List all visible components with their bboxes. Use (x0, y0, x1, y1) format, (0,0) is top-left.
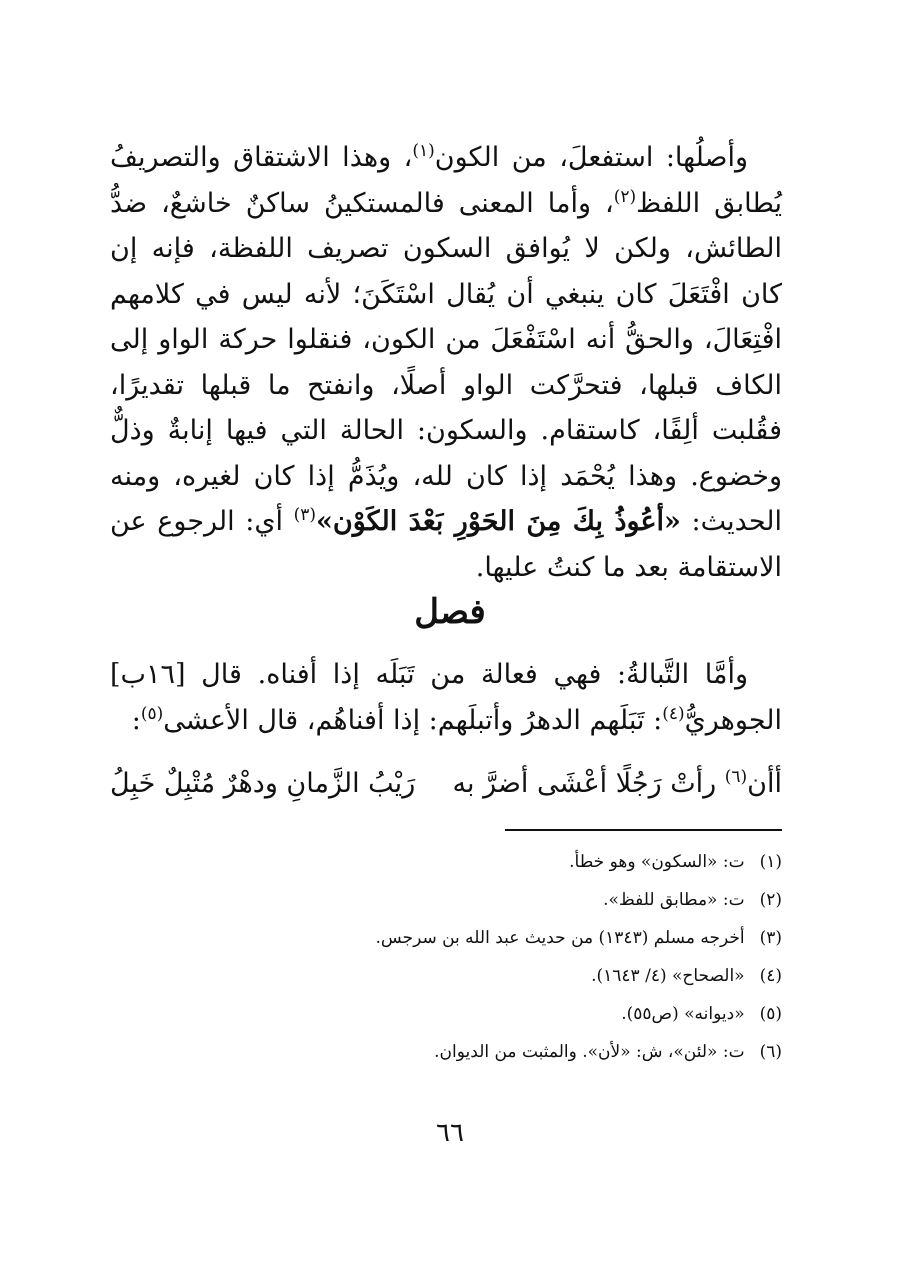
text-run: ، وأما المعنى فالمستكينُ ساكنٌ خاشعٌ، ضدُّ الطائش، ولكن لا يُوافق السكون تصريف اللفظة، فإنه إن كان افْتَعَلَ كان ينبغي أن يُقال اسْتَكَنَ؛ لأنه ليس في كلامهم افْتِعَالَ، والحقُّ أنه اسْتَفْعَلَ من الكون، فنقلوا حركة الواو إلى الكاف قبلها، فتحرَّكت الواو أصلًا، وانفتح ما قبلها تقديرًا، فقُلبت ألِفًا، كاستقام. والسكون: الحالة التي فيها إنابةٌ وذلٌّ وخضوع. وهذا يُحْمَد إذا كان لله، ويُذَمُّ إذا كان لغيره، ومنه الحديث: (110, 187, 782, 537)
verse-first-hemistich (453, 768, 783, 799)
footnote-number: (٣) (759, 928, 782, 948)
footnote-item (110, 843, 782, 881)
footnote-item (110, 995, 782, 1033)
text-run: : (131, 704, 141, 736)
footnote-text: أخرجه مسلم (١٣٤٣) من حديث عبد الله بن سرجس. (375, 928, 745, 948)
footnote-item (110, 957, 782, 995)
footnote-separator (505, 829, 782, 831)
footnote-item (110, 1033, 782, 1071)
footnote-item (110, 881, 782, 919)
footnote-text: ت: «مطابق للفظ». (603, 890, 745, 910)
paragraph-etymology (110, 135, 782, 590)
footnote-item (110, 919, 782, 957)
footnote-text: ت: «السكون» وهو خطأ. (569, 852, 745, 872)
hadith-quote: «أعُوذُ بِكَ مِنَ الحَوْرِ بَعْدَ الكَوْن» (315, 506, 681, 537)
poetry-verse (110, 768, 782, 812)
footnote-marker-2[interactable]: (٢) (613, 186, 637, 207)
text-run: أأن (747, 768, 782, 799)
footnote-marker-3[interactable]: (٣) (293, 505, 316, 525)
footnote-number: (٢) (759, 890, 782, 910)
footnote-number: (٦) (759, 1042, 782, 1062)
footnote-number: (٥) (759, 1004, 782, 1024)
page-number: ٦٦ (436, 1118, 464, 1148)
text-run: رأتْ رَجُلًا أعْشَى أضرَّ به (452, 768, 725, 799)
footnotes-list (110, 843, 782, 1071)
footnote-number: (٤) (759, 966, 782, 986)
footnote-text: «الصحاح» (٤/ ١٦٤٣). (591, 966, 745, 986)
footnote-marker-4[interactable]: (٤) (662, 703, 685, 724)
footnote-marker-1[interactable]: (١) (412, 141, 435, 161)
footnote-marker-6[interactable]: (٦) (724, 767, 748, 787)
section-text (110, 652, 782, 743)
text-run: : تَبَلَهم الدهرُ وأتبلَهم: إذا أفناهُم، قال الأعشى (163, 704, 663, 736)
text-run: وأمَّا التَّبالةُ: فهي فعالة من تَبَلَه إذا أفناه. قال [١٦ب] الجوهريُّ (110, 659, 782, 736)
section-heading: فصل (414, 592, 486, 632)
text-run: وأصلُها: استفعلَ، من الكون (434, 142, 748, 173)
verse-second-hemistich: رَيْبُ الزَّمانِ ودهْرٌ مُتْبِلٌ خَبِلُ (110, 768, 416, 799)
text-run: أي: الرجوع عن الاستقامة بعد ما كنتُ عليها. (110, 506, 782, 583)
footnote-text: ت: «لئن»، ش: «لأن». والمثبت من الديوان. (434, 1042, 745, 1062)
text-run: ، وهذا الاشتقاق والتصريفُ يُطابق اللفظ (110, 142, 782, 219)
footnote-number: (١) (759, 852, 782, 872)
footnote-marker-5[interactable]: (٥) (140, 703, 164, 724)
main-text (110, 135, 782, 590)
footnote-text: «ديوانه» (ص٥٥). (621, 1004, 745, 1024)
paragraph-tabala (110, 652, 782, 743)
